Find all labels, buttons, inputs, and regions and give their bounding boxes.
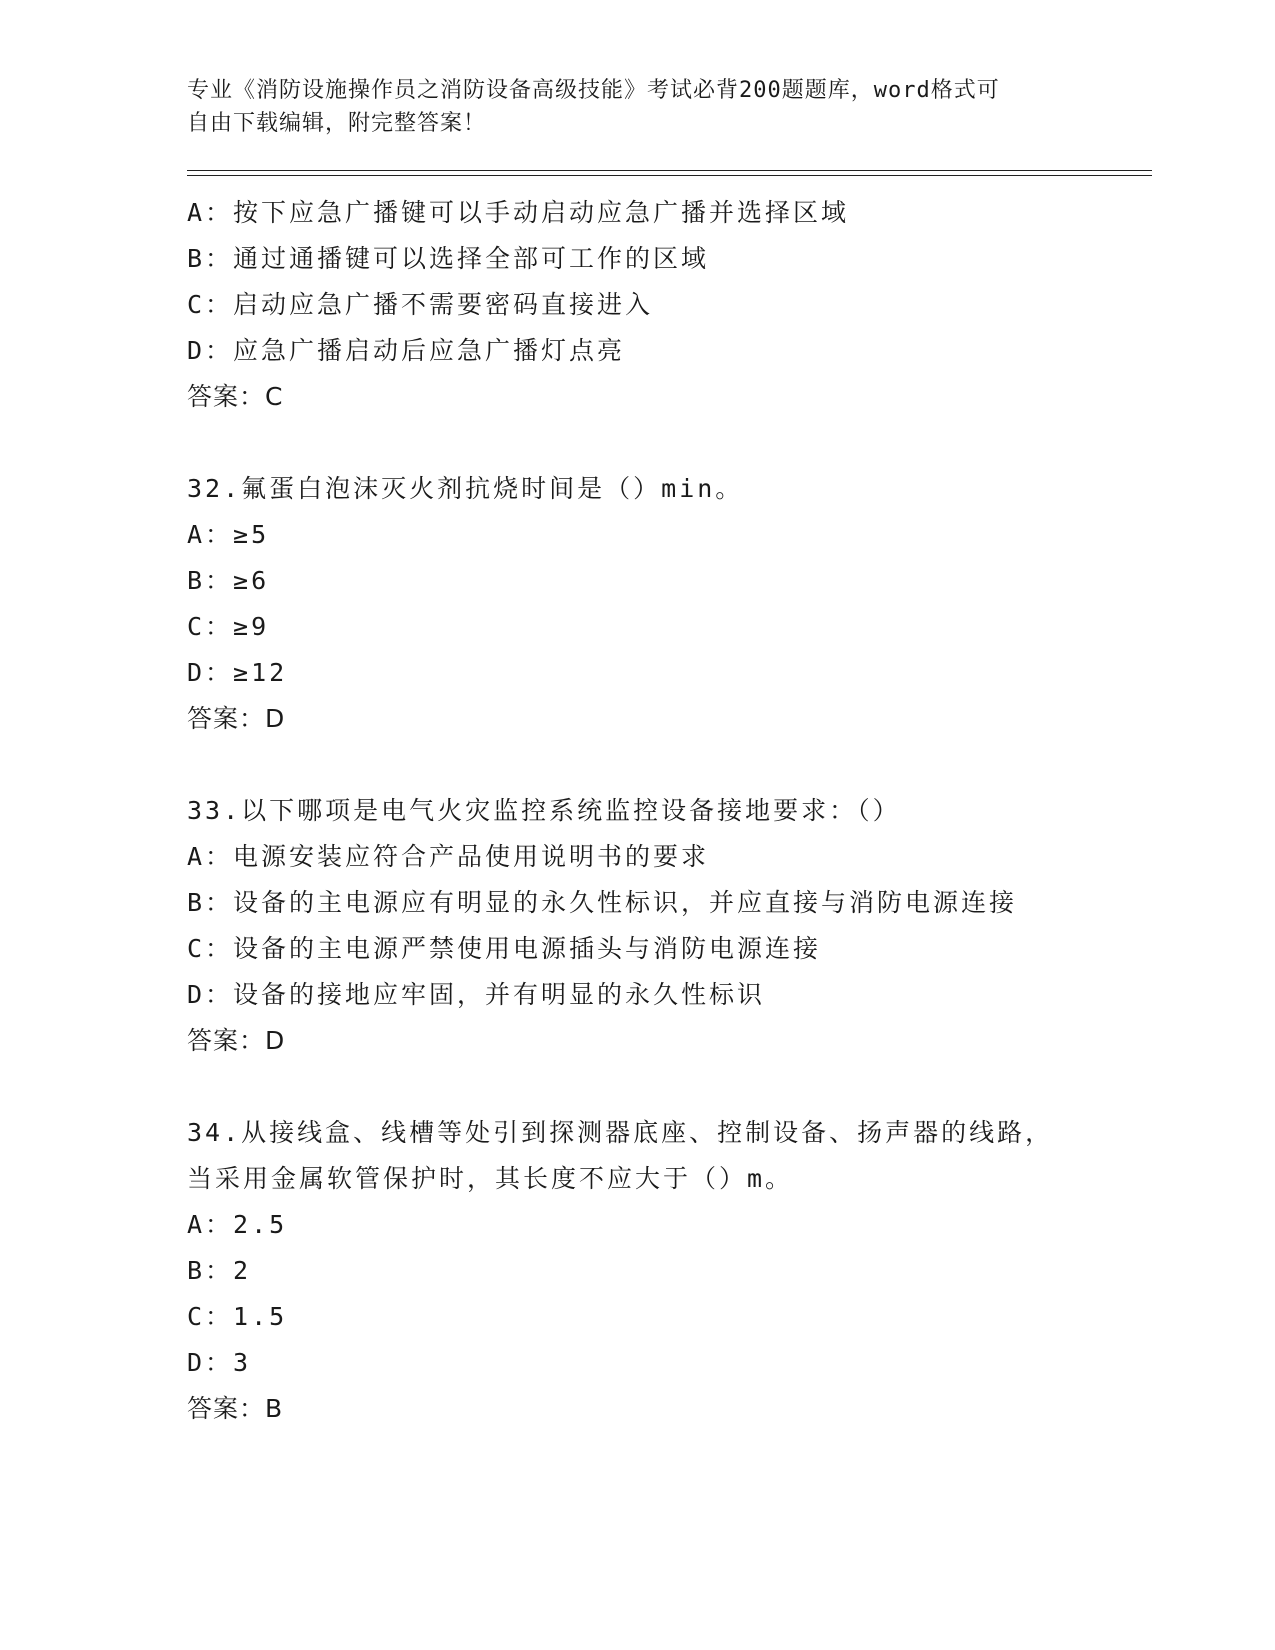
option-b: B：2 <box>187 1256 252 1285</box>
question-stem-line-1: 34.从接线盒、线槽等处引到探测器底座、控制设备、扬声器的线路， <box>187 1118 1054 1147</box>
document-header <box>187 74 1087 140</box>
option-c: C：启动应急广播不需要密码直接进入 <box>187 290 654 319</box>
option-c: C：1.5 <box>187 1302 288 1331</box>
header-rule-top <box>187 170 1152 171</box>
question-list <box>187 190 1147 1432</box>
option-c: C：设备的主电源严禁使用电源插头与消防电源连接 <box>187 934 822 963</box>
answer-line: 答案：D <box>187 704 286 733</box>
question-continued <box>187 190 1147 420</box>
option-a: A：电源安装应符合产品使用说明书的要求 <box>187 842 710 871</box>
answer-line: 答案：C <box>187 382 284 411</box>
option-d: D：3 <box>187 1348 252 1377</box>
header-line-1: 专业《消防设施操作员之消防设备高级技能》考试必背200题题库，word格式可 <box>187 78 1000 103</box>
option-d: D：≥12 <box>187 658 288 687</box>
option-c: C：≥9 <box>187 612 270 641</box>
spacer <box>187 420 1147 466</box>
question-stem: 32.氟蛋白泡沫灭火剂抗烧时间是（）min。 <box>187 474 744 503</box>
question-stem-line-2: 当采用金属软管保护时，其长度不应大于（）m。 <box>187 1164 794 1193</box>
spacer <box>187 1064 1147 1110</box>
question-34 <box>187 1110 1147 1432</box>
answer-line: 答案：D <box>187 1026 286 1055</box>
option-b: B：通过通播键可以选择全部可工作的区域 <box>187 244 710 273</box>
option-a: A：按下应急广播键可以手动启动应急广播并选择区域 <box>187 198 850 227</box>
option-a: A：2.5 <box>187 1210 288 1239</box>
option-d: D：应急广播启动后应急广播灯点亮 <box>187 336 626 365</box>
question-stem: 33.以下哪项是电气火灾监控系统监控设备接地要求：（） <box>187 796 901 825</box>
option-a: A：≥5 <box>187 520 270 549</box>
header-rule-bottom <box>187 175 1152 176</box>
option-b: B：≥6 <box>187 566 270 595</box>
spacer <box>187 742 1147 788</box>
header-line-2: 自由下载编辑，附完整答案！ <box>187 111 487 136</box>
question-33 <box>187 788 1147 1064</box>
answer-line: 答案：B <box>187 1394 284 1423</box>
option-b: B：设备的主电源应有明显的永久性标识，并应直接与消防电源连接 <box>187 888 1018 917</box>
question-32 <box>187 466 1147 742</box>
option-d: D：设备的接地应牢固，并有明显的永久性标识 <box>187 980 766 1009</box>
